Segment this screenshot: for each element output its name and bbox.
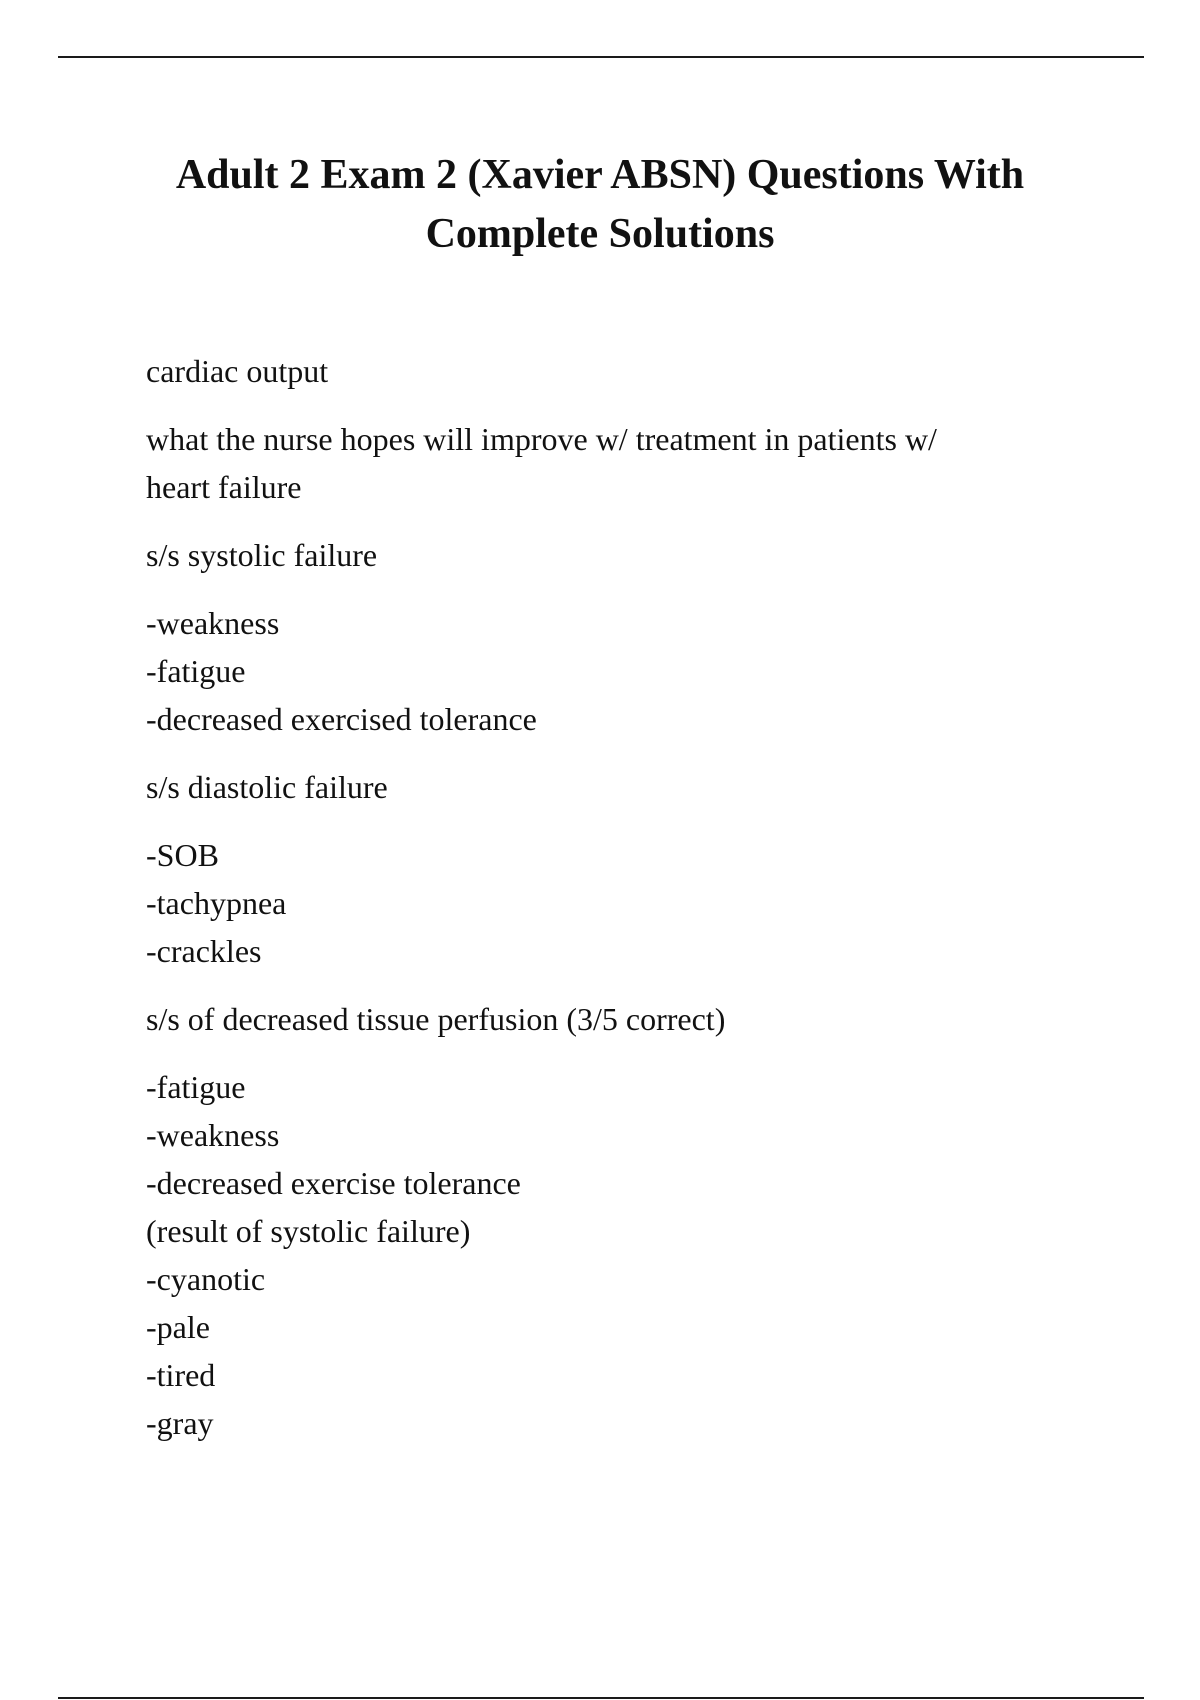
term-text: cardiac output — [146, 353, 329, 389]
document-title: Adult 2 Exam 2 (Xavier ABSN) Questions With Complete Solutions — [175, 152, 1025, 257]
card-definition — [146, 831, 1096, 975]
definition-line: what the nurse hopes will improve w/ treatment in patients w/ — [146, 421, 937, 457]
term-text: s/s diastolic failure — [146, 769, 388, 805]
card-definition — [146, 1063, 1096, 1447]
definition-line: -SOB — [146, 837, 219, 873]
card-definition — [146, 599, 1096, 743]
term-text: s/s of decreased tissue perfusion (3/5 correct) — [146, 1001, 726, 1037]
definition-line: -fatigue — [146, 653, 246, 689]
definition-line: -crackles — [146, 933, 262, 969]
definition-line: -weakness — [146, 605, 280, 641]
definition-line: -weakness — [146, 1117, 280, 1153]
definition-line: (result of systolic failure) — [146, 1213, 471, 1249]
definition-line: -pale — [146, 1309, 210, 1345]
term-text: s/s systolic failure — [146, 537, 378, 573]
flashcard-list — [146, 347, 1096, 1467]
definition-line: -gray — [146, 1405, 214, 1441]
definition-line: -decreased exercised tolerance — [146, 701, 537, 737]
card-definition — [146, 415, 1096, 511]
definition-line: -decreased exercise tolerance — [146, 1165, 521, 1201]
header-rule — [58, 56, 1144, 58]
card-term — [146, 995, 1096, 1043]
definition-line: -tired — [146, 1357, 216, 1393]
footer-rule — [58, 1697, 1144, 1699]
definition-line: -tachypnea — [146, 885, 287, 921]
definition-line: -fatigue — [146, 1069, 246, 1105]
definition-line: -cyanotic — [146, 1261, 266, 1297]
card-term — [146, 347, 1096, 395]
card-term — [146, 763, 1096, 811]
definition-line: heart failure — [146, 469, 302, 505]
card-term — [146, 531, 1096, 579]
